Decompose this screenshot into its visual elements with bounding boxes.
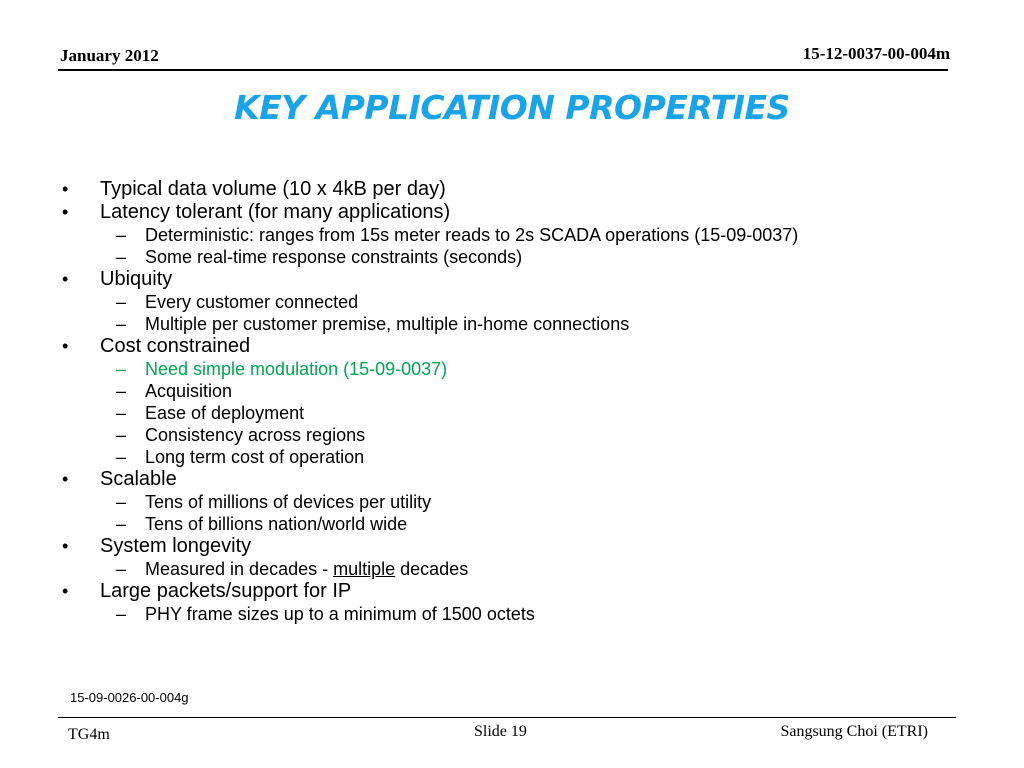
sub-bullet-text-before: Measured in decades - [145, 559, 334, 579]
sub-bullet-text: Ease of deployment [145, 403, 305, 423]
dash-icon: – [116, 559, 127, 579]
bullet-item [60, 178, 960, 201]
sub-bullet-item [60, 513, 960, 535]
bullet-icon: • [62, 179, 69, 199]
bullet-item [60, 335, 960, 358]
sub-bullet-text: Deterministic: ranges from 15s meter reads to 2s SCADA operations (15-09-0037) [145, 225, 799, 245]
sub-bullet-item [60, 291, 960, 313]
dash-icon: – [116, 447, 127, 467]
bullet-text: System longevity [100, 535, 252, 557]
header-date: January 2012 [60, 46, 159, 65]
footer-author: Sangsung Choi (ETRI) [780, 723, 928, 740]
bullet-icon: • [62, 202, 69, 222]
bullet-text: Latency tolerant (for many applications) [100, 201, 451, 223]
sub-bullet-item [60, 380, 960, 402]
bullet-item [60, 201, 960, 224]
sub-bullet-item [60, 491, 960, 513]
sub-bullet-item [60, 603, 960, 625]
dash-icon: – [116, 514, 127, 534]
sub-bullet-text: Need simple modulation (15-09-0037) [145, 359, 448, 379]
sub-bullet-text: Consistency across regions [145, 425, 366, 445]
header-doc-id: 15-12-0037-00-004m [802, 44, 950, 63]
source-note: 15-09-0026-00-004g [70, 690, 189, 705]
dash-icon: – [116, 247, 127, 267]
dash-icon: – [116, 381, 127, 401]
sub-bullet-item [60, 446, 960, 468]
sub-bullet-text: Tens of billions nation/world wide [145, 514, 408, 534]
dash-icon: – [116, 492, 127, 512]
dash-icon: – [116, 604, 127, 624]
slide-content [60, 178, 960, 625]
bullet-text: Cost constrained [100, 335, 251, 357]
dash-icon: – [116, 425, 127, 445]
dash-icon: – [116, 314, 127, 334]
sub-bullet-text: Some real-time response constraints (seconds) [145, 247, 523, 267]
sub-bullet-text: Acquisition [145, 381, 233, 401]
bullet-text: Large packets/support for IP [100, 580, 352, 602]
dash-icon: – [116, 359, 127, 379]
slide-title: KEY APPLICATION PROPERTIES [234, 88, 790, 127]
bullet-text: Ubiquity [100, 268, 173, 290]
bullet-text: Scalable [100, 468, 177, 490]
dash-icon: – [116, 403, 127, 423]
sub-bullet-text-after: decades [395, 559, 469, 579]
sub-bullet-text: PHY frame sizes up to a minimum of 1500 octets [145, 604, 535, 624]
sub-bullet-item [60, 558, 960, 580]
slide-number: Slide 19 [474, 723, 527, 740]
sub-bullet-item [60, 246, 960, 268]
sub-bullet-text: Every customer connected [145, 292, 359, 312]
sub-bullet-item [60, 424, 960, 446]
bullet-item [60, 468, 960, 491]
bullet-icon: • [62, 536, 69, 556]
dash-icon: – [116, 225, 127, 245]
bullet-icon: • [62, 469, 69, 489]
footer-rule [58, 717, 956, 718]
bullet-item [60, 535, 960, 558]
bullet-icon: • [62, 581, 69, 601]
sub-bullet-item [60, 402, 960, 424]
bullet-icon: • [62, 269, 69, 289]
sub-bullet-text: Multiple per customer premise, multiple in-home connections [145, 314, 630, 334]
bullet-item [60, 268, 960, 291]
footer-group-label: TG4m [68, 726, 110, 743]
dash-icon: – [116, 292, 127, 312]
sub-bullet-item [60, 313, 960, 335]
bullet-item [60, 580, 960, 603]
sub-bullet-item [60, 224, 960, 246]
sub-bullet-text: Tens of millions of devices per utility [145, 492, 432, 512]
bullet-icon: • [62, 336, 69, 356]
bullet-text: Typical data volume (10 x 4kB per day) [100, 178, 446, 200]
header-rule [58, 69, 948, 71]
sub-bullet-item-highlighted [60, 358, 960, 380]
sub-bullet-text: Long term cost of operation [145, 447, 365, 467]
sub-bullet-emphasis: multiple [333, 559, 396, 579]
